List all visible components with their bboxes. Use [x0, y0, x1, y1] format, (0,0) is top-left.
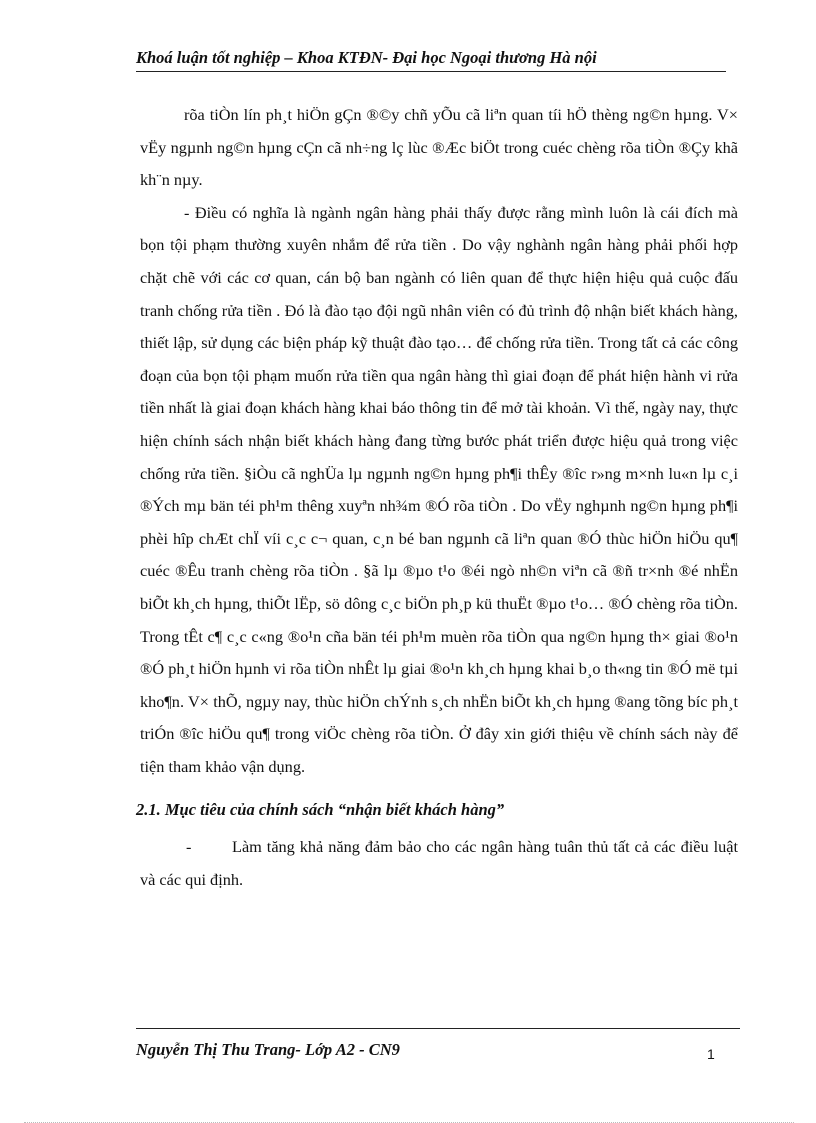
bullet-item — [140, 831, 738, 896]
bullet-dash: - — [186, 837, 192, 857]
paragraph-2-text: - Điều có nghĩa là ngành ngân hàng phải thấy được rằng mình luôn là cái đích mà bọn tội phạm thường xuyên nhắm để rửa tiền . Do vậy nghành ngân hàng phải phối hợp chặt chẽ với các cơ quan, cán bộ ban ngành có liên quan để thực hiện hiệu quả cuộc đấu tranh chống rửa tiền . Đó là đào tạo đội ngũ nhân viên có đủ trình độ nhận biết khách hàng, thiết lập, sử dụng các biện pháp kỹ thuật đào tạo… để chống rửa tiền. Trong tất cả các công đoạn của bọn tội phạm muốn rửa tiền qua ngân hàng thì giai đoạn để phát hiện hành vi rửa tiền nhất là giai đoạn khách hàng khai báo thông tin để mở tài khoản. Vì thế, ngày nay, thực hiện chính sách nhận biết khách hàng đang từng bước phát triển được hiệu quả trong việc chống rửa tiền. — [140, 202, 738, 483]
running-header: Khoá luận tốt nghiệp – Khoa KTĐN- Đại học Ngoại thương Hà nội — [136, 48, 726, 72]
footer-author: Nguyễn Thị Thu Trang- Lớp A2 - CN9 — [136, 1040, 400, 1059]
paragraph-2 — [140, 197, 738, 784]
paragraph-2-tail: Ở đây xin giới thiệu về chính sách này để tiện tham khảo vận dụng. — [140, 724, 738, 776]
page-number: 1 — [707, 1046, 715, 1062]
section-heading: 2.1. Mục tiêu của chính sách “nhận biết khách hàng” — [136, 800, 505, 820]
paragraph-1: rõa tiÒn lín ph¸t hiÖn gÇn ®©y chñ yÕu cã liªn quan tíi hÖ thèng ng©n hµng. V× vËy ngµnh ng©n hµng cÇn cã nh÷ng lç lùc ®Æc biÖt trong cuéc chèng rõa tiÒn ®Çy khã kh¨n nµy. — [140, 105, 738, 190]
document-body — [136, 99, 738, 897]
footer-divider — [136, 1028, 740, 1029]
paragraph-2-garbled-text: §iÒu cã nghÜa lµ ngµnh ng©n hµng ph¶i thÊy ®îc r»ng m×nh lu«n lµ c¸i ®Ých mµ bän téi ph¹m thêng xuyªn nh¾m ®Ó rõa tiÒn . Do vËy nghµnh ng©n hµng ph¶i phèi hîp chÆt chÏ víi c¸c c¬ quan, c¸n bé ban ngµnh cã liªn quan ®Ó thùc hiÖn hiÖu qu¶ cuéc ®Êu tranh chèng rõa tiÒn . §ã lµ ®µo t¹o ®éi ngò nh©n viªn cã ®ñ tr×nh ®é nhËn biÕt kh¸ch hµng, thiÕt lËp, sö dông c¸c biÖn ph¸p kü thuËt ®µo t¹o… ®Ó chèng rõa tiÒn. Trong tÊt c¶ c¸c c«ng ®o¹n cña bän téi ph¹m muèn rõa tiÒn qua ng©n hµng th× giai ®o¹n ®Ó ph¸t hiÖn hµnh vi rõa tiÒn nhÊt lµ giai ®o¹n kh¸ch hµng khai b¸o th«ng tin ®Ó më tµi kho¶n. V× thÕ, ngµy nay, thùc hiÖn chÝnh s¸ch nhËn biÕt kh¸ch hµng ®ang tõng bíc ph¸t triÓn ®îc hiÖu qu¶ trong viÖc chèng rõa tiÒn. — [140, 463, 738, 744]
bullet-text: Làm tăng khả năng đảm bảo cho các ngân hàng tuân thủ tất cả các điều luật và các qui định. — [140, 837, 738, 890]
